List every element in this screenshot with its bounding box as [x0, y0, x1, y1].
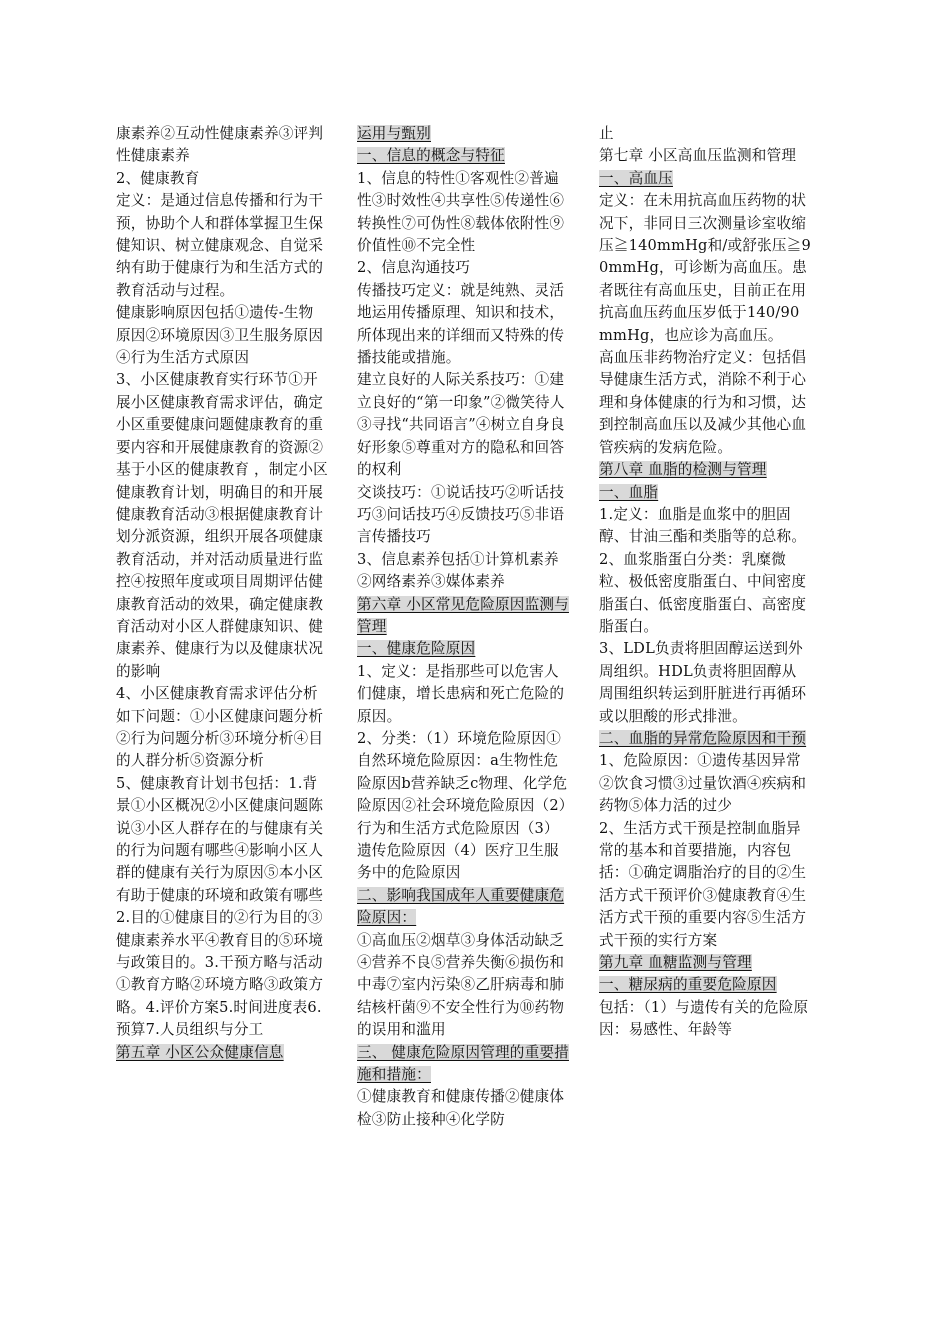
paragraph-text: 包括：（1）与遗传有关的危险原因：易感性、年龄等: [599, 998, 809, 1039]
section-heading: [599, 168, 811, 190]
paragraph-text: ①健康教育和健康传播②健康体检③防止接种④化学防: [357, 1088, 565, 1128]
paragraph-text: 2、生活方式干预是控制血脂异常的基本和首要措施，内容包括：①确定调脂治疗的目的②生活方式干预评价③健康教育④生活方式干预的重要内容⑤生活方式干预的实行方案: [599, 819, 807, 949]
paragraph-text: 定义：是通过信息传播和行为干预，协助个人和群体掌握卫生保健知识、树立健康观念、自觉采纳有助于健康行为和生活方式的教育活动与过程。: [116, 192, 324, 299]
paragraph: [599, 818, 811, 952]
paragraph: [599, 190, 811, 347]
section-heading: [599, 974, 811, 996]
paragraph-text: 5、健康教育计划书包括：1.背景①小区概况②小区健康问题陈说③小区人群存在的与健康有关的行为问题有哪些④影响小区人群的健康有关行为原因⑤本小区有助于健康的环境和政策有哪些2.目的①健康目的②行为目的③健康素养水平④教育目的⑤环境与政策目的。3.干预方略与活动①教育方略②环境方略③政策方略。4.评价方案5.时间进度表6.预算7.人员组织与分工: [116, 774, 324, 1039]
paragraph: [599, 504, 811, 549]
paragraph: [357, 661, 569, 728]
section-heading: [357, 885, 569, 930]
paragraph-text: 康素养②互动性健康素养③评判性健康素养: [116, 125, 324, 165]
heading-text: 二、血脂的异常危险原因和干预: [599, 729, 807, 747]
paragraph: [357, 257, 569, 279]
paragraph: [357, 482, 569, 549]
paragraph-text: 1.定义：血脂是血浆中的胆固醇、甘油三酯和类脂等的总称。: [599, 505, 807, 546]
section-heading: [357, 145, 569, 167]
section-heading: [357, 638, 569, 660]
paragraph-text: 3、LDL负责将胆固醇运送到外周组织。HDL负责将胆固醇从周围组织转运到肝脏进行再循环或以胆酸的形式排泄。: [599, 640, 807, 725]
paragraph-text: 交谈技巧：①说话技巧②听话技巧③问话技巧④反馈技巧⑤非语言传播技巧: [357, 483, 565, 546]
heading-text: 第五章 小区公众健康信息: [116, 1043, 284, 1061]
paragraph-text: 1、危险原因：①遗传基因异常②饮食习惯③过量饮酒④疾病和药物⑤体力活的过少: [599, 752, 807, 815]
heading-text: 一、血脂: [599, 483, 659, 501]
paragraph: [599, 638, 811, 728]
paragraph-text: 2、分类：（1）环境危险原因①自然环境危险原因：a生物性危险原因b营养缺乏c物理、化学危险原因②社会环境危险原因（2）行为和生活方式危险原因（3）遗传危险原因（4）医疗卫生服务中的危险原因: [357, 729, 568, 882]
section-heading: [599, 482, 811, 504]
paragraph: [357, 728, 569, 885]
paragraph-text: 1、信息的特性①客观性②普遍性③时效性④共享性⑤传递性⑥转换性⑦可伪性⑧载体依附性⑨价值性⑩不完全性: [357, 169, 565, 255]
paragraph-text: 3、信息素养包括①计算机素养②网络素养③媒体素养: [357, 550, 559, 591]
paragraph-text: 4、小区健康教育需求评估分析如下问题：①小区健康问题分析②行为问题分析③环境分析④目的人群分析⑤资源分析: [116, 685, 324, 770]
paragraph: [357, 1086, 569, 1131]
paragraph: [357, 369, 569, 481]
heading-text: 一、糖尿病的重要危险原因: [599, 976, 777, 994]
text-column-1: [116, 123, 328, 1064]
heading-text: 第九章 血糖监测与管理: [599, 954, 752, 972]
paragraph-text: 健康影响原因包括①遗传-生物原因②环境原因③卫生服务原因④行为生活方式原因: [116, 304, 324, 367]
text-column-2: [357, 123, 569, 1131]
heading-text: 一、信息的概念与特征: [357, 147, 505, 165]
paragraph: [357, 930, 569, 1042]
section-heading: [599, 459, 811, 481]
paragraph: [599, 347, 811, 459]
paragraph-text: 建立良好的人际关系技巧：①建立良好的“第一印象”②微笑待人③寻找“共同语言”④树立自身良好形象⑤尊重对方的隐私和回答的权利: [357, 371, 565, 479]
paragraph: [116, 369, 328, 683]
paragraph: [599, 549, 811, 639]
paragraph-text: 2、健康教育: [116, 169, 200, 187]
paragraph: [599, 145, 811, 167]
paragraph-text: 2、血浆脂蛋白分类：乳糜微粒、极低密度脂蛋白、中间密度脂蛋白、低密度脂蛋白、高密度脂蛋白。: [599, 550, 807, 635]
paragraph: [116, 123, 328, 168]
paragraph: [599, 123, 811, 145]
paragraph-text: 2、信息沟通技巧: [357, 259, 471, 277]
paragraph-text: 第七章 小区高血压监测和管理: [599, 147, 797, 165]
paragraph: [357, 549, 569, 594]
paragraph-text: 定义：在未用抗高血压药物的状况下，非同日三次测量诊室收缩压≧140mmHg和/或舒张压≧90mmHg，可诊断为高血压。患者既往有高血压史，目前正在用抗高血压药血压岁低于140/90mmHg，也应诊为高血压。: [599, 192, 811, 344]
heading-text: 第八章 血脂的检测与管理: [599, 461, 767, 479]
heading-text: 运用与甄别: [357, 125, 431, 142]
paragraph-text: 传播技巧定义：就是纯熟、灵活地运用传播原理、知识和技术，所体现出来的详细而又特殊的传播技能或措施。: [357, 281, 565, 367]
paragraph-text: 止: [599, 125, 614, 142]
paragraph-text: 3、小区健康教育实行环节①开展小区健康教育需求评估，确定小区重要健康问题健康教育的重要内容和开展健康教育的资源②基于小区的健康教育 ，制定小区健康教育计划，明确目的和开展健康教育活动③根据健康教育计划分派资源，组织开展各项健康教育活动，并对活动质量进行监控④按照年度或项目周期评估健康教育活动的效果，确定健康教育活动对小区人群健康知识、健康素养、健康行为以及健康状况的影响: [116, 371, 328, 680]
section-heading: [599, 728, 811, 750]
paragraph: [116, 168, 328, 190]
paragraph: [116, 302, 328, 369]
section-heading: [357, 1042, 569, 1087]
heading-text: 一、高血压: [599, 169, 673, 187]
paragraph: [116, 773, 328, 1042]
paragraph: [599, 997, 811, 1042]
section-heading: [116, 1042, 328, 1064]
heading-text: 一、健康危险原因: [357, 640, 476, 658]
heading-text: 二、影响我国成年人重要健康危险原因：: [357, 886, 565, 927]
paragraph: [357, 168, 569, 258]
text-column-3: [599, 123, 811, 1042]
paragraph: [116, 190, 328, 302]
paragraph-text: ①高血压②烟草③身体活动缺乏④营养不良⑤营养失衡⑥损伤和中毒⑦室内污染⑧乙肝病毒和肺结核杆菌⑨不安全性行为⑩药物的误用和滥用: [357, 931, 565, 1039]
section-heading: [357, 123, 569, 145]
paragraph: [357, 280, 569, 370]
paragraph: [599, 750, 811, 817]
paragraph-text: 高血压非药物治疗定义：包括倡导健康生活方式，消除不利于心理和身体健康的行为和习惯，达到控制高血压以及减少其他心血管疾病的发病危险。: [599, 349, 807, 456]
section-heading: [599, 952, 811, 974]
paragraph-text: 1、定义：是指那些可以危害人们健康，增长患病和死亡危险的原因。: [357, 662, 565, 725]
section-heading: [357, 594, 569, 639]
heading-text: 第六章 小区常见危险原因监测与管理: [357, 595, 569, 635]
paragraph: [116, 683, 328, 773]
heading-text: 三、 健康危险原因管理的重要措施和措施：: [357, 1043, 569, 1084]
